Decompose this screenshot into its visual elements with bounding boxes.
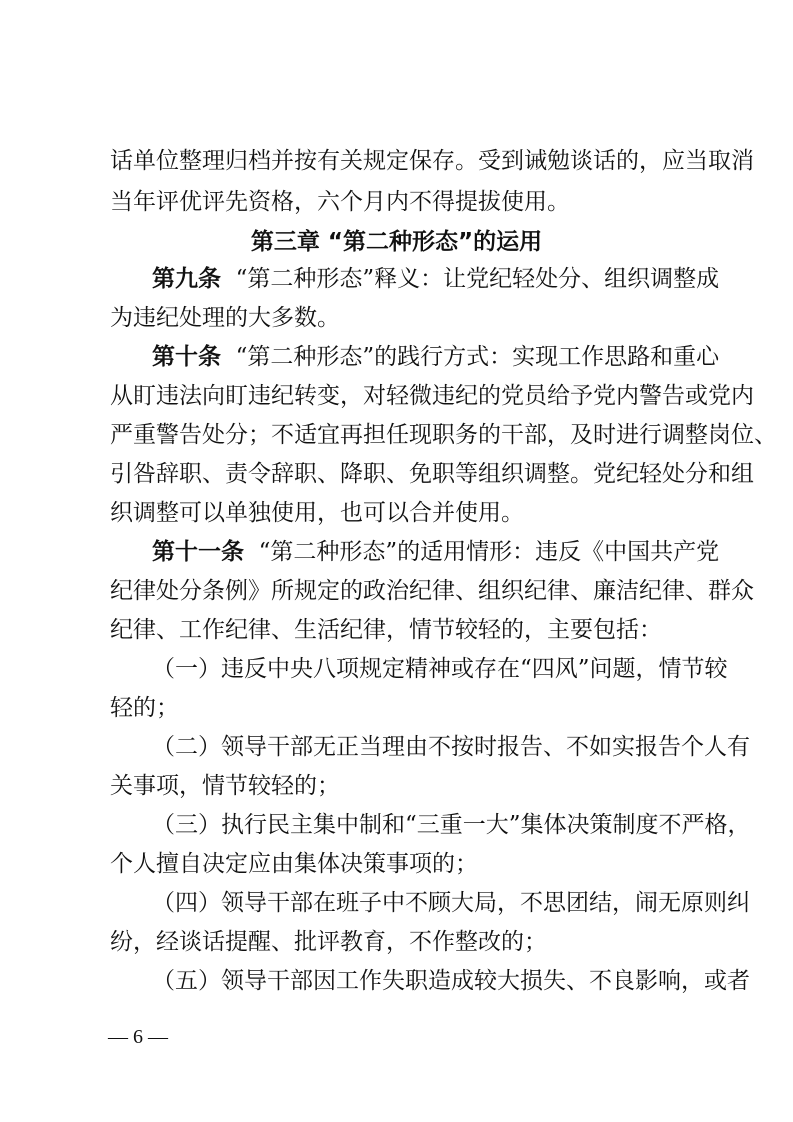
item-4-line-1: （四）领导干部在班子中不顾大局，不思团结，闹无原则纠 [152,890,750,916]
item-3-line-1: （三）执行民主集中制和“三重一大”集体决策制度不严格， [152,812,751,838]
article-11-line-1 [152,532,720,572]
article-10-line-4: 引咎辞职、责令辞职、降职、免职等组织调整。党纪轻处分和组 [110,461,754,487]
article-10-line-1 [152,337,720,377]
article-10-line-2: 从盯违法向盯违纪转变，对轻微违纪的党员给予党内警告或党内 [110,383,754,409]
article-10-label: 第十条 [152,344,221,370]
continuation-line-2: 当年评优评先资格，六个月内不得提拔使用。 [110,189,570,215]
article-10-text: “第二种形态”的践行方式：实现工作思路和重心 [235,344,720,370]
chapter-heading: 第三章 “第二种形态”的运用 [250,229,543,255]
continuation-line-1: 话单位整理归档并按有关规定保存。受到诫勉谈话的，应当取消 [110,148,754,174]
article-9-label: 第九条 [152,266,221,292]
article-11-line-2: 纪律处分条例》所规定的政治纪律、组织纪律、廉洁纪律、群众 [110,578,754,604]
article-9-line-2: 为违纪处理的大多数。 [110,305,340,331]
item-2-line-2: 关事项，情节较轻的； [110,773,340,799]
article-11-text: “第二种形态”的适用情形：违反《中国共产党 [258,539,720,565]
page-number: — 6 — [108,1026,168,1048]
article-10-line-3: 严重警告处分；不适宜再担任现职务的干部，及时进行调整岗位、 [110,422,777,448]
item-4-line-2: 纷，经谈话提醒、批评教育，不作整改的； [110,929,547,955]
article-9-text: “第二种形态”释义：让党纪轻处分、组织调整成 [235,266,720,292]
item-1-line-2: 轻的； [110,695,179,721]
item-3-line-2: 个人擅自决定应由集体决策事项的； [110,851,478,877]
article-10-line-5: 织调整可以单独使用，也可以合并使用。 [110,500,524,526]
article-11-label: 第十一条 [152,539,244,565]
item-1-line-1: （一）违反中央八项规定精神或存在“四风”问题，情节较 [152,656,728,682]
item-5-line-1: （五）领导干部因工作失职造成较大损失、不良影响，或者 [152,968,750,994]
article-11-line-3: 纪律、工作纪律、生活纪律，情节较轻的，主要包括： [110,617,662,643]
item-2-line-1: （二）领导干部无正当理由不按时报告、不如实报告个人有 [152,734,750,760]
article-9-line-1 [152,259,720,299]
